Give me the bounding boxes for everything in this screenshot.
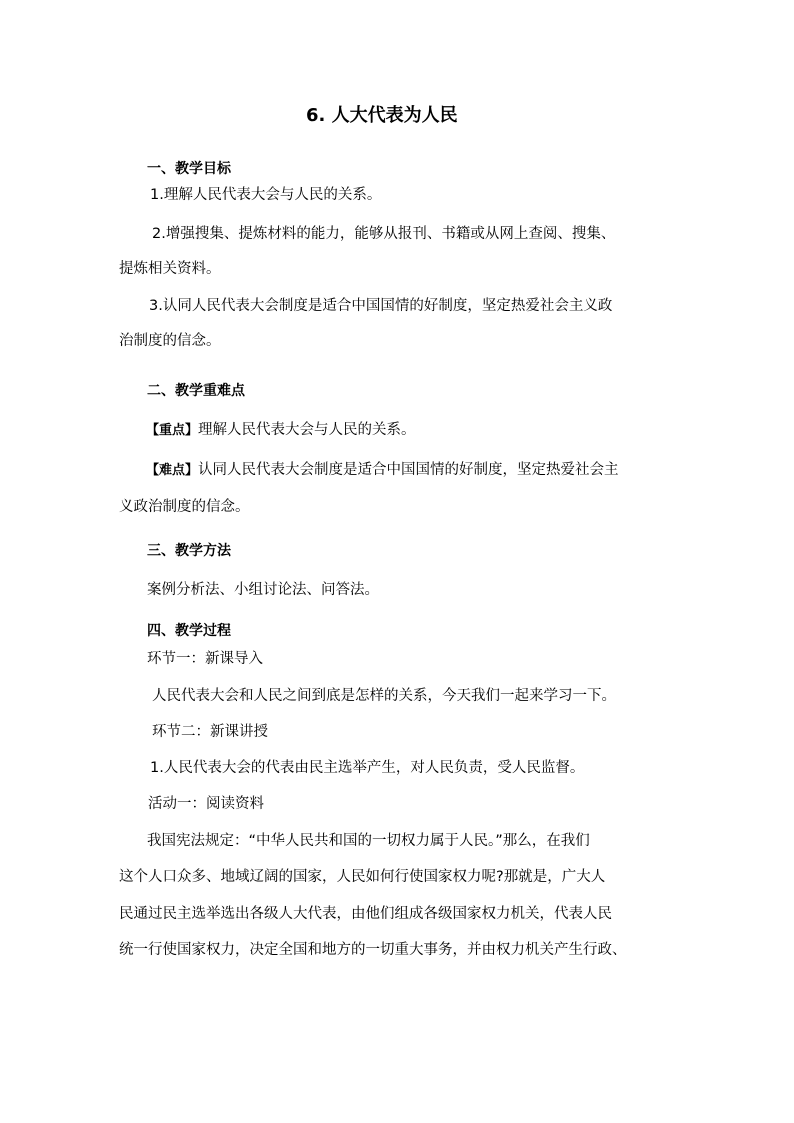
paragraph-line-2: 这个人口众多、地域辽阔的国家，人民如何行使国家权力呢?那就是，广大人 xyxy=(119,869,606,885)
process-point-1: 1.人民代表大会的代表由民主选举产生，对人民负责，受人民监督。 xyxy=(150,760,585,776)
process-step-2: 环节二：新课讲授 xyxy=(152,724,268,740)
objective-item-2-line-1: 2.增强搜集、提炼材料的能力，能够从报刊、书籍或从网上查阅、搜集、 xyxy=(152,226,616,242)
page-title: 6. 人大代表为人民 xyxy=(306,105,458,126)
section-heading-process: 四、教学过程 xyxy=(147,623,231,639)
difficult-point-line-1 xyxy=(146,460,619,481)
objective-item-1: 1.理解人民代表大会与人民的关系。 xyxy=(150,187,382,203)
paragraph-line-1: 我国宪法规定：“中华人民共和国的一切权力属于人民。”那么，在我们 xyxy=(147,833,590,849)
section-heading-objectives: 一、教学目标 xyxy=(147,161,231,177)
process-step-1-text: 人民代表大会和人民之间到底是怎样的关系，今天我们一起来学习一下。 xyxy=(152,688,616,704)
difficult-point-label: 【难点】 xyxy=(146,463,199,478)
section-heading-methods: 三、教学方法 xyxy=(147,543,231,559)
key-point-line xyxy=(146,420,416,441)
activity-1: 活动一：阅读资料 xyxy=(148,796,264,812)
objective-item-2-line-2: 提炼相关资料。 xyxy=(119,261,221,277)
difficult-point-text: 认同人民代表大会制度是适合中国国情的好制度，坚定热爱社会主 xyxy=(198,462,619,478)
process-step-1: 环节一：新课导入 xyxy=(147,651,263,667)
methods-text: 案例分析法、小组讨论法、问答法。 xyxy=(147,582,379,598)
paragraph-line-4: 统一行使国家权力，决定全国和地方的一切重大事务，并由权力机关产生行政、 xyxy=(119,942,627,958)
key-point-label: 【重点】 xyxy=(146,423,199,438)
difficult-point-line-2: 义政治制度的信念。 xyxy=(119,499,250,515)
key-point-text: 理解人民代表大会与人民的关系。 xyxy=(198,422,416,438)
objective-item-3-line-2: 治制度的信念。 xyxy=(119,333,221,349)
objective-item-3-line-1: 3.认同人民代表大会制度是适合中国国情的好制度，坚定热爱社会主义政 xyxy=(149,298,613,314)
paragraph-line-3: 民通过民主选举选出各级人大代表，由他们组成各级国家权力机关，代表人民 xyxy=(119,906,612,922)
section-heading-key-points: 二、教学重难点 xyxy=(147,383,245,399)
